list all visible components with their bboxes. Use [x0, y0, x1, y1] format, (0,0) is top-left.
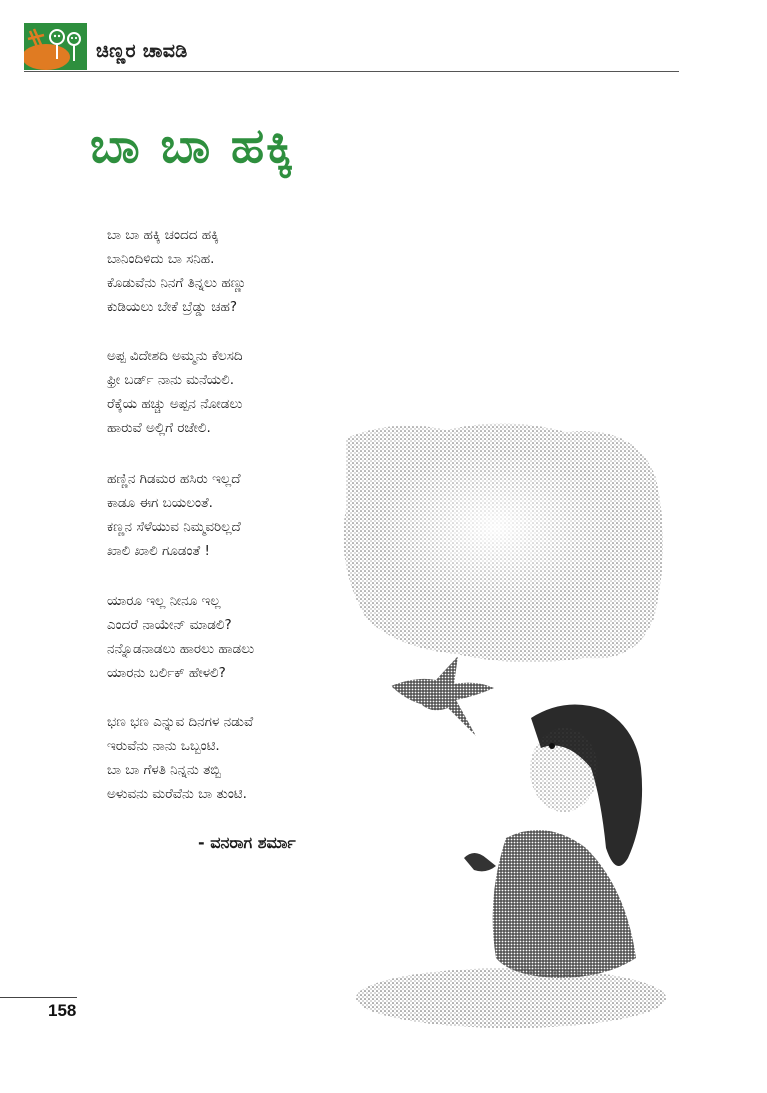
poem-line: ಕಣ್ಣನ ಸೆಳೆಯುವ ನಿಮ್ಮವರಿಲ್ಲದೆ — [107, 519, 241, 535]
footer-divider — [0, 997, 77, 998]
poem-line: ಬಾನಿಂದಿಳಿದು ಬಾ ಸನಿಹ. — [107, 251, 215, 267]
poem-line: ಕುಡಿಯಲು ಬೇಕೆ ಬ್ರೆಡ್ಡು ಚಹ? — [107, 299, 238, 315]
poem-line: ಬಾ ಬಾ ಹಕ್ಕಿ ಚಂದದ ಹಕ್ಕಿ — [107, 227, 219, 243]
poem-line: ಎಂದರೆ ನಾಯೇನ್ ಮಾಡಲಿ? — [107, 617, 232, 633]
poem-line: ಭಣ ಭಣ ಎನ್ನುವ ದಿನಗಳ ನಡುವೆ — [107, 714, 254, 730]
poem-line: ಬಾ ಬಾ ಗೆಳತಿ ನಿನ್ನನು ತಬ್ಬಿ — [107, 762, 221, 778]
stanza-4 — [107, 589, 367, 685]
ground-shadow — [356, 968, 666, 1028]
page-number: 158 — [48, 1001, 77, 1020]
bird-shape — [391, 656, 494, 736]
poem-line: ಅಳುವನು ಮರೆವೆನು ಬಾ ತುಂಟಿ. — [107, 786, 247, 802]
poem-line: ರೆಕ್ಕೆಯ ಹಚ್ಚು ಅಪ್ಪನ ನೋಡಲು — [107, 396, 243, 412]
section-title: ಚಿಣ್ಣರ ಚಾವಡಿ — [96, 40, 188, 62]
stanza-2 — [107, 344, 367, 440]
poem-line: ಅಪ್ಪ ವಿದೇಶದಿ ಅಮ್ಮನು ಕೆಲಸದಿ — [107, 348, 243, 364]
poem-line: ಕಾಡೂ ಈಗ ಬಯಲಂತೆ. — [107, 495, 213, 511]
section-logo — [24, 23, 87, 70]
stanza-1 — [107, 223, 367, 319]
poem-line: ಇರುವೆನು ನಾನು ಒಬ್ಬಂಟಿ. — [107, 738, 220, 754]
girl-with-bird-illustration — [336, 418, 676, 1028]
poem-line: ಕೊಡುವೆನು ನಿನಗೆ ತಿನ್ನಲು ಹಣ್ಣು — [107, 275, 247, 291]
poem-title: ಬಾ ಬಾ ಹಕ್ಕಿ — [90, 118, 296, 174]
stanza-3 — [107, 467, 367, 563]
girl-face — [530, 728, 598, 812]
poem-line: ಖಾಲಿ ಖಾಲಿ ಗೂಡಂತೆ ! — [107, 543, 210, 559]
small-bird-shape — [464, 853, 496, 871]
poem-line: ಹಾರುವೆ ಅಲ್ಲಿಗೆ ರಜೇಲಿ. — [107, 420, 211, 436]
poem-author: - ವನರಾಗ ಶರ್ಮಾ — [198, 833, 296, 852]
stanza-5 — [107, 710, 367, 806]
header-divider — [24, 71, 679, 72]
children-drawing-icon — [24, 23, 87, 70]
poem-line: ಯಾರನು ಬರ್ಲಿಕ್ ಹೇಳಲಿ? — [107, 665, 226, 681]
poem-line: ನನ್ನೊಡನಾಡಲು ಹಾರಲು ಹಾಡಲು — [107, 641, 255, 657]
poem-line: ಹಣ್ಣಿನ ಗಿಡಮರ ಹಸಿರು ಇಲ್ಲದೆ — [107, 471, 241, 487]
poem-line: ಯಾರೂ ಇಲ್ಲ ನೀನೂ ಇಲ್ಲ — [107, 593, 221, 609]
illustration-svg — [336, 418, 676, 1028]
poem-line: ಫ್ರೀ ಬರ್ಡ್ ನಾನು ಮನೆಯಲಿ. — [107, 372, 234, 388]
